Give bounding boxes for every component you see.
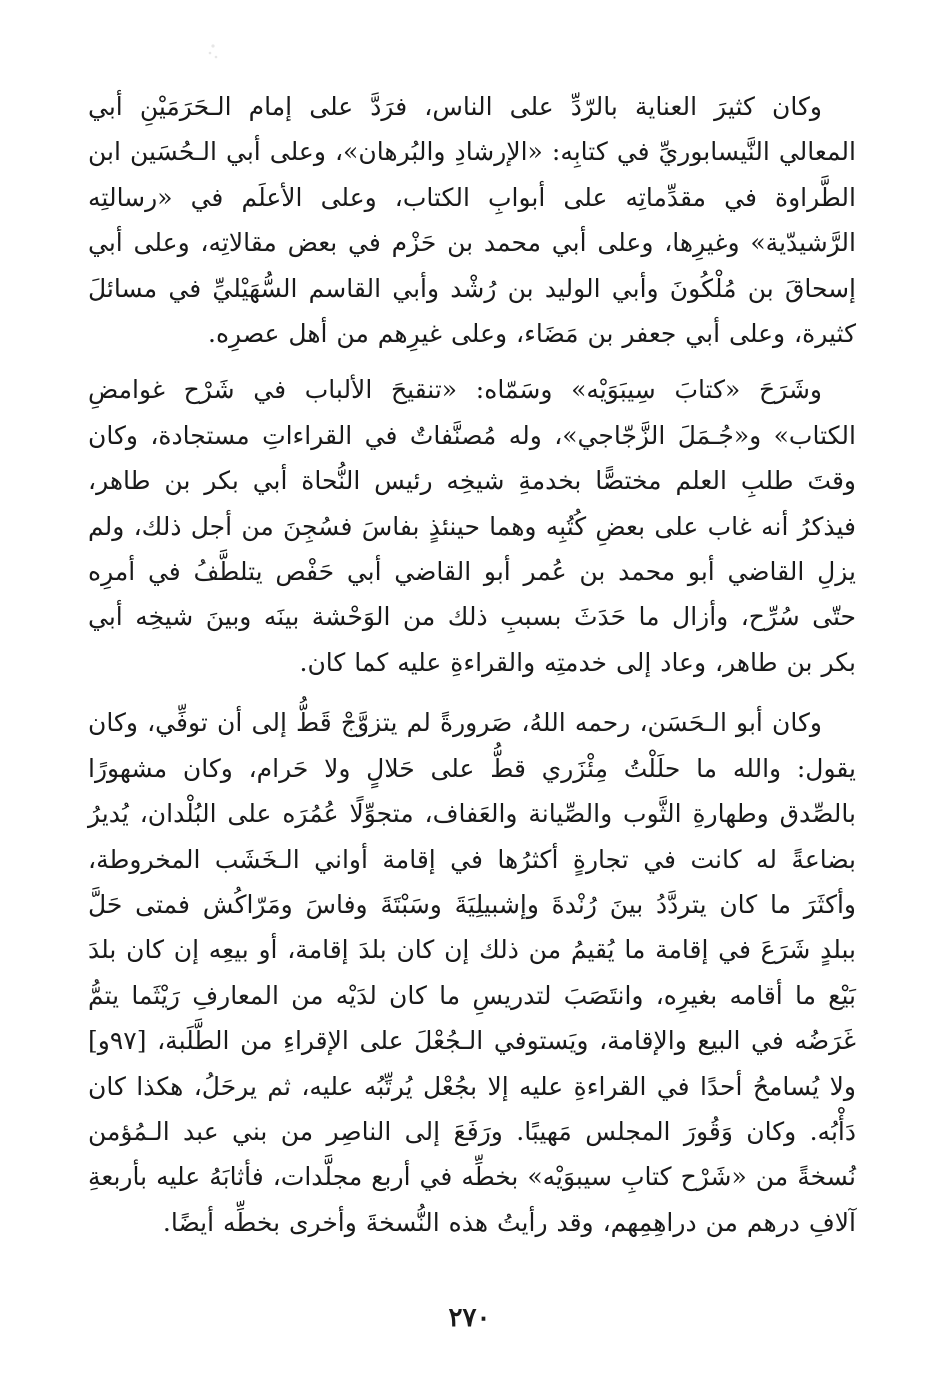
faint-ink-mark bbox=[205, 40, 221, 62]
paragraph-1: وكان كثيرَ العناية بالرّدِّ على الناس، فرَدَّ على إمام الـحَرَمَيْنِ أبي المعالي النَّيسابوريِّ في كتابِه: «الإرشادِ والبُرهان»، وعلى أبي الـحُسَين ابن الطَّراوة في مقدِّماتِه على أبوابِ الكتاب، وعلى الأعلَم في «رسالتِه الرَّشيدّية» وغيرِها، وعلى أبي محمد بن حَزْم في بعض مقالاتِه، وعلى أبي إسحاقَ بن مُلْكُونَ وأبي الوليد بن رُشْد وأبي القاسم السُّهَيْليِّ في مسائلَ كثيرة، وعلى أبي جعفر بن مَضَاء، وعلى غيرِهم من أهل عصرِه. bbox=[88, 92, 856, 349]
page-number: ٢٧٠ bbox=[448, 1303, 491, 1333]
page-body bbox=[88, 84, 856, 1256]
paragraph-2: وشَرَحَ «كتابَ سِيبَوَيْه» وسَمّاه: «تنقيحَ الألباب في شَرْح غوامضِ الكتاب» و«جُـمَلَ الزَّجّاجي»، وله مُصنَّفاتٌ في القراءاتِ مستجادة، وكان وقتَ طلبِ العلم مختصًّا بخدمةِ شيخِه رئيس النُّحاة أبي بكر بن طاهر، فيذكرُ أنه غاب على بعضِ كُتُبِه وهما حينئذٍ بفاسَ فسُجِنَ من أجل ذلك، ولم يزلِ القاضي أبو محمد بن عُمر أبو القاضي أبي حَفْص يتلطَّفُ في أمرِه حتّى سُرِّح، وأزال ما حَدَثَ بسببِ ذلك من الوَحْشة بينَه وبينَ شيخِه أبي بكر بن طاهر، وعاد إلى خدمتِه والقراءةِ عليه كما كان. bbox=[88, 375, 856, 677]
paragraph-3: وكان أبو الـحَسَن، رحمه اللهُ، صَرورةً لم يتزوَّجْ قَطُّ إلى أن توفِّي، وكان يقول: والله ما حلَلْتُ مِئْزَري قطُّ على حَلالٍ ولا حَرام، وكان مشهورًا بالصِّدق وطهارةِ الثَّوب والصِّيانة والعَفاف، متجوِّلًا عُمُرَه على البُلْدان، يُديرُ بضاعةً له كانت في تجارةٍ أكثرُها في إقامة أواني الـخَشَب المخروطة، وأكثَرَ ما كان يتردَّدُ بينَ رُنْدةَ وإشبيلِيَةَ وسَبْتَةَ وفاسَ ومَرّاكُش فمتى حَلَّ ببلدٍ شَرَعَ في إقامة ما يُقيمُ من ذلك إن كان بلدَ إقامة، أو بيعِه إن كان بلدَ بَيْع ما أقامه بغيرِه، وانتَصَبَ لتدريسِ ما كان لدَيْه من المعارفِ رَيْثَما يتمُّ غَرَضُه في البيع والإقامة، ويَستوفي الـجُعْلَ على الإقراءِ من الطَّلَبة، [٩٧و] ولا يُسامحُ أحدًا في القراءةِ عليه إلا بجُعْل يُرتِّبُه عليه، ثم يرحَلُ، هكذا كان دَأْبُه. وكان وَقُورَ المجلس مَهيبًا. ورَفَعَ إلى الناصِر من بني عبد الـمُؤمن نُسخةً من «شَرْح كتابِ سيبوَيْه» بخطِّه في أربع مجلَّدات، فأثابَهُ عليه بأربعةِ آلافِ درهم من دراهِمِهم، وقد رأيتُ هذه النُّسخةَ وأخرى بخطِّه أيضًا. bbox=[88, 708, 856, 1237]
